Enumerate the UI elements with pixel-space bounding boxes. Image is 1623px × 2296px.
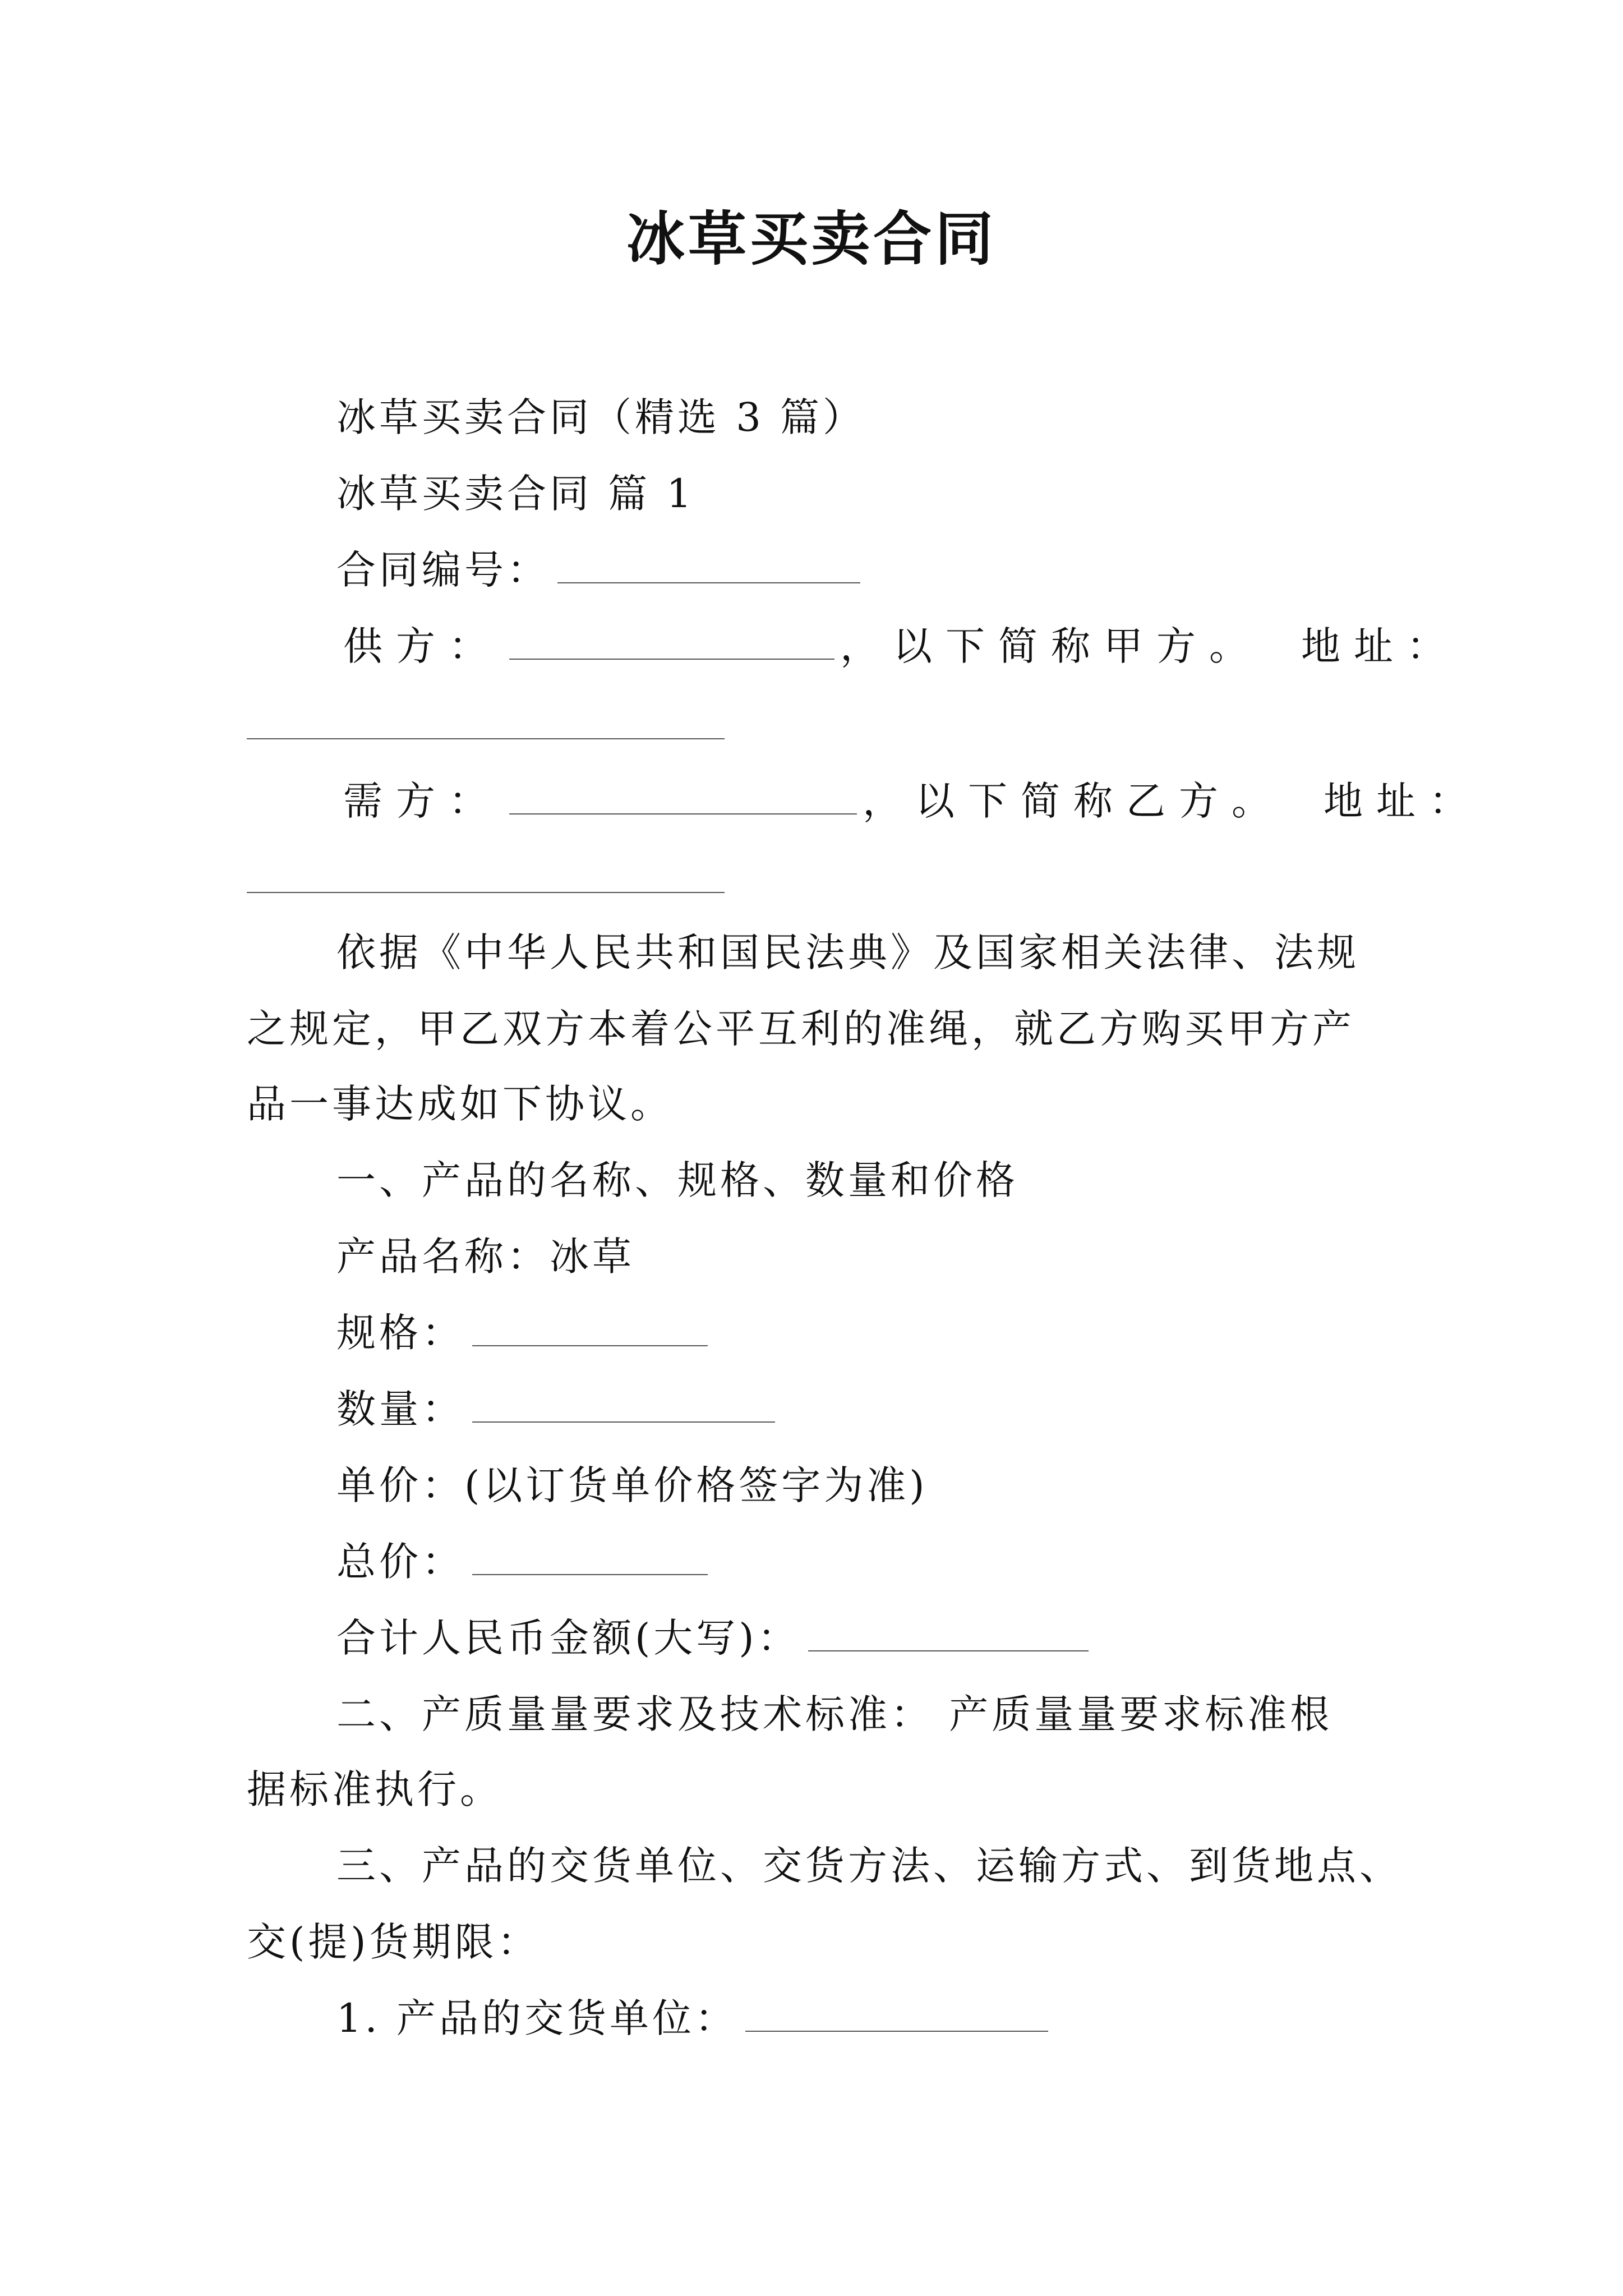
- total-rmb-label: 合计人民币金额(大写)：: [336, 1615, 800, 1661]
- clause3-line-1: 三、产品的交货单位、交货方法、运输方式、到货地点、: [336, 1843, 1402, 1889]
- buyer-note: ，以下简称乙方。: [863, 778, 1284, 824]
- clause2-line-2: 据标准执行。: [247, 1766, 502, 1812]
- total-price-label: 总价：: [336, 1539, 464, 1585]
- spec-blank[interactable]: [472, 1308, 708, 1346]
- clause3-item1-line: [336, 1990, 1048, 2046]
- delivery-unit-blank[interactable]: [745, 1994, 1048, 2032]
- contract-number-label: 合同编号：: [336, 547, 550, 593]
- buyer-name-blank[interactable]: [509, 776, 857, 815]
- total-price-blank[interactable]: [472, 1537, 708, 1575]
- supplier-note: ，以下简称甲方。: [840, 623, 1262, 669]
- quantity-label: 数量：: [336, 1386, 464, 1432]
- clause3-line-2: 交(提)货期限：: [247, 1919, 540, 1965]
- supplier-address-label: 地址：: [1301, 623, 1459, 669]
- quantity-line: [336, 1381, 775, 1437]
- buyer-address-label: 地址：: [1324, 778, 1482, 824]
- supplier-address-blank[interactable]: [247, 738, 725, 739]
- supplier-line: [343, 618, 1459, 674]
- spec-line: [336, 1305, 708, 1361]
- section-heading: 冰草买卖合同 篇 1: [336, 471, 695, 517]
- supplier-label: 供方：: [343, 623, 501, 669]
- document-subtitle: 冰草买卖合同（精选 3 篇）: [336, 394, 866, 440]
- quantity-blank[interactable]: [472, 1384, 775, 1423]
- preamble-line-1: 依据《中华人民共和国民法典》及国家相关法律、法规: [336, 930, 1359, 976]
- total-price-line: [336, 1534, 708, 1590]
- preamble-line-2: 之规定，甲乙双方本着公平互利的准绳，就乙方购买甲方产: [247, 1006, 1355, 1052]
- preamble-line-3: 品一事达成如下协议。: [247, 1081, 673, 1127]
- product-name-line: 产品名称：冰草: [336, 1234, 635, 1280]
- supplier-name-blank[interactable]: [509, 622, 834, 660]
- total-rmb-line: [336, 1610, 1089, 1666]
- buyer-label: 需方：: [343, 778, 501, 824]
- unit-price-line: 单价：(以订货单价格签字为准): [336, 1462, 928, 1508]
- total-rmb-blank[interactable]: [808, 1613, 1089, 1651]
- contract-number-line: [336, 542, 860, 598]
- clause3-item1-label: 1. 产品的交货单位：: [336, 1995, 738, 2041]
- buyer-address-blank[interactable]: [247, 892, 725, 893]
- clause2-line-1: 二、产质量量要求及技术标准： 产质量量要求标准根: [336, 1691, 1333, 1737]
- contract-number-blank[interactable]: [557, 545, 860, 583]
- spec-label: 规格：: [336, 1310, 464, 1356]
- clause1-heading: 一、产品的名称、规格、数量和价格: [336, 1157, 1018, 1203]
- buyer-line: [343, 773, 1482, 829]
- document-title: 冰草买卖合同: [626, 204, 997, 273]
